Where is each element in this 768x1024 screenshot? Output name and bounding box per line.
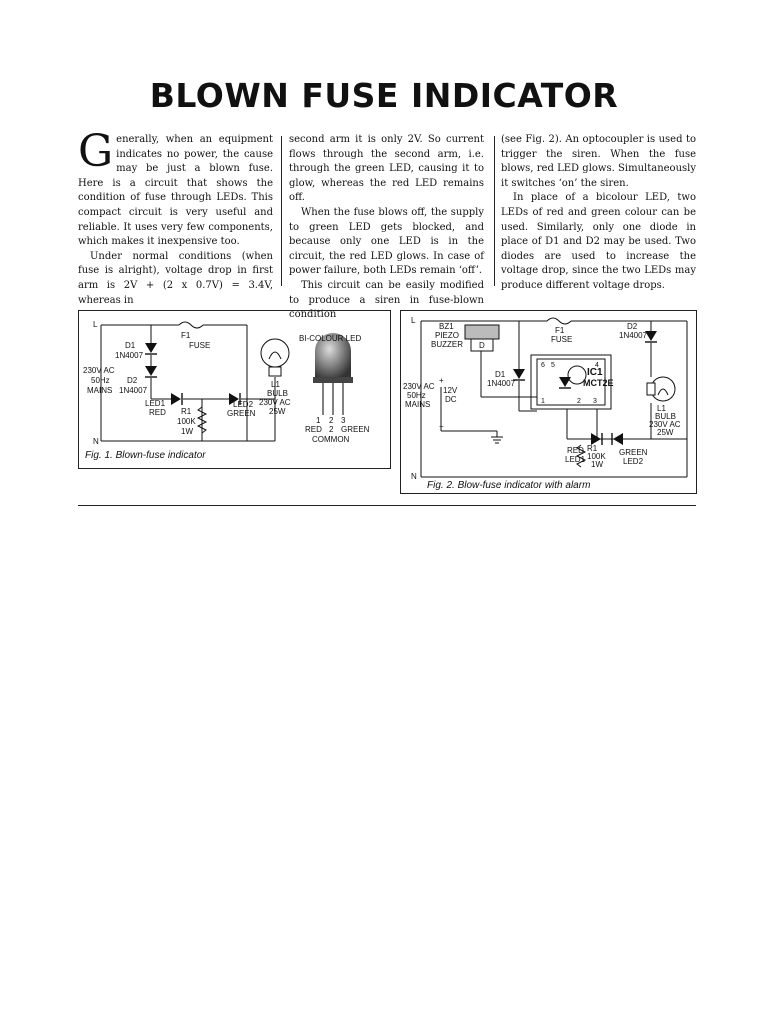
bicolour-led-label: BI-COLOUR LED [299, 334, 362, 343]
fig1-L-label: L [93, 320, 98, 329]
bulb-label: 230V AC [259, 398, 291, 407]
dc-label: − [439, 422, 444, 431]
ic-pin: 6 [541, 362, 545, 369]
led1-label: LED1 [565, 455, 586, 464]
column-3 [501, 133, 696, 294]
dc-label: 12V [443, 386, 458, 395]
fuse-label: F1 [181, 331, 191, 340]
fuse-label: FUSE [551, 335, 573, 344]
d1-label: D1 [495, 370, 506, 379]
bulb-label: BULB [267, 389, 288, 398]
column-1 [78, 126, 273, 308]
mains-label: MAINS [405, 400, 431, 409]
ic-label: MCT2E [583, 378, 614, 388]
bulb-label: 230V AC [649, 420, 681, 429]
led1-label: LED1 [145, 399, 166, 408]
mains-label: 50Hz [407, 391, 426, 400]
ic-pin: 5 [551, 362, 555, 369]
pin-number: 1 [316, 416, 321, 425]
bulb-label: L1 [271, 380, 280, 389]
paragraph: Under normal conditions (when fuse is alright), voltage drop in first arm is 2V + (2 x 0.7V) = 3.4V, whereas in [78, 250, 273, 306]
fuse-label: FUSE [189, 341, 211, 350]
d2-label: D2 [127, 376, 138, 385]
figure-1-caption: Fig. 1. Blown-fuse indicator [85, 450, 206, 461]
d1-label: D1 [125, 341, 136, 350]
buzzer-mark: D [479, 341, 485, 350]
led2-label: LED2 [623, 457, 644, 466]
led1-label: RED [567, 446, 584, 455]
led1-label: RED [149, 408, 166, 417]
r1-label: 1W [181, 427, 193, 436]
paragraph: This circuit can be easily modified to produce a siren in fuse-blown condition [289, 279, 484, 321]
figure-2-circuit [400, 310, 697, 494]
common-label: COMMON [312, 435, 350, 444]
dc-label: DC [445, 395, 457, 404]
bulb-label: 25W [657, 428, 674, 437]
column-divider [494, 136, 495, 286]
led2-label: LED2 [233, 400, 254, 409]
pin-label: 2 [329, 425, 334, 434]
bz1-label: BUZZER [431, 340, 463, 349]
fig2-L-label: L [411, 316, 416, 325]
d2-label: 1N4007 [619, 331, 648, 340]
mains-label: 230V AC [83, 366, 115, 375]
fuse-label: F1 [555, 326, 565, 335]
d1-label: 1N4007 [487, 379, 516, 388]
ic-pin: 2 [577, 398, 581, 405]
mains-label: 230V AC [403, 382, 435, 391]
paragraph: In place of a bicolour LED, two LEDs of red and green colour can be used. Similarly, only one diode in place of D1 and D2 may be used. Two diodes are used to increase the voltage drop, since the two LEDs may produce different voltage drops. [501, 192, 696, 291]
figure-1-circuit [78, 310, 391, 469]
d1-label: 1N4007 [115, 351, 144, 360]
r1-label: 100K [587, 452, 606, 461]
column-2 [289, 133, 484, 323]
fig1-N-label: N [93, 437, 99, 446]
bz1-label: BZ1 [439, 322, 454, 331]
r1-label: R1 [181, 407, 192, 416]
bulb-label: 25W [269, 407, 286, 416]
bulb-label: BULB [655, 412, 676, 421]
ic-label: IC1 [587, 367, 603, 378]
led2-label: GREEN [227, 409, 256, 418]
paragraph: When the fuse blows off, the supply to green LED gets blocked, and because only one LED is in the circuit, the red LED glows. In case of power failure, both LEDs remain ‘off’. [289, 206, 484, 277]
led2-label: GREEN [619, 448, 648, 457]
pin-number: 2 [329, 416, 334, 425]
mains-label: 50Hz [91, 376, 110, 385]
column-divider [281, 136, 282, 286]
fig2-N-label: N [411, 472, 417, 481]
r1-label: R1 [587, 444, 598, 453]
circuit-diagram-2 [401, 311, 696, 493]
bulb-label: L1 [657, 404, 666, 413]
pin-label: RED [305, 425, 322, 434]
d2-label: D2 [627, 322, 638, 331]
paragraph: (see Fig. 2). An optocoupler is used to trigger the siren. When the fuse blows, red LED glows. Simultaneously it switches ‘on’ the siren. [501, 134, 696, 189]
ic-pin: 3 [593, 398, 597, 405]
figure-2-caption: Fig. 2. Blow-fuse indicator with alarm [427, 480, 591, 491]
mains-label: MAINS [87, 386, 113, 395]
pin-number: 3 [341, 416, 346, 425]
paragraph: second arm it is only 2V. So current flows through the second arm, i.e. through the green LED, causing it to glow, whereas the red LED remains off. [289, 134, 484, 204]
article-title: BLOWN FUSE INDICATOR [149, 76, 619, 115]
section-divider [78, 505, 696, 506]
circuit-diagram-1 [79, 311, 390, 468]
pin-label: GREEN [341, 425, 370, 434]
r1-label: 1W [591, 460, 603, 469]
drop-cap: G [78, 126, 114, 177]
dc-label: + [439, 376, 444, 385]
paragraph-text: enerally, when an equipment indicates no power, the cause may be just a blown fuse. Here is a circuit that shows the condition of fuse through LEDs. This compact circuit is very useful and reliable. It uses very few components, which makes it inexpensive too. [78, 134, 273, 248]
r1-label: 100K [177, 417, 196, 426]
d2-label: 1N4007 [119, 386, 148, 395]
ic-pin: 4 [595, 362, 599, 369]
bz1-label: PIEZO [435, 331, 460, 340]
paragraph [78, 126, 273, 250]
ic-pin: 1 [541, 398, 545, 405]
